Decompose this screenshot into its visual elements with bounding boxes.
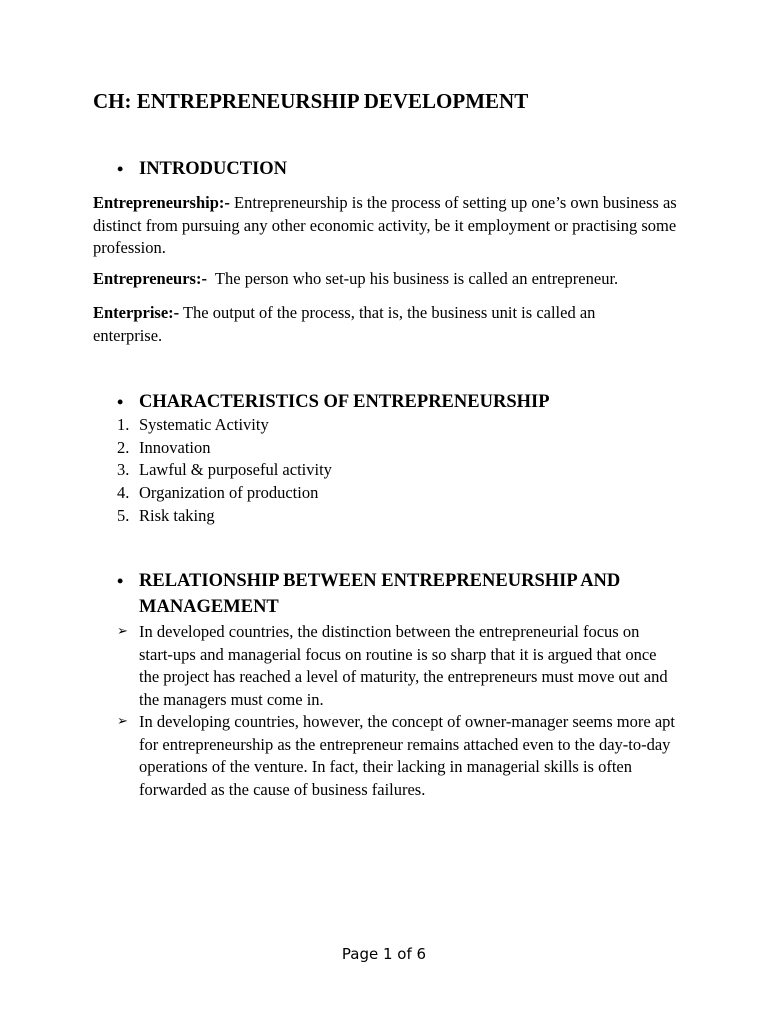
list-item-text: In developed countries, the distinction between the entrepreneurial focus on start-ups and managerial focus on routine is so sharp that it is argued that once the project has reached a level of maturity, the entrepreneurs must move out and the managers must come in. [139,622,668,709]
list-item-text: Innovation [139,437,211,457]
list-item [117,505,332,528]
page-number-footer: Page 1 of 6 [341,945,427,963]
section-heading-text: INTRODUCTION [139,159,288,179]
definition-term: Entrepreneurship:- [93,193,230,212]
section-heading-relationship [117,568,649,620]
list-number: 1. [117,415,130,434]
definition-term: Entrepreneurs:- [93,269,207,288]
list-number: 2. [117,437,130,457]
list-item [117,437,332,460]
list-item [117,459,332,482]
definition-text: Entrepreneurship is the process of setting up one’s own business as distinct from pursuing any other economic activity, be it employment or practising some profession. [93,193,677,257]
list-item-text: Lawful & purposeful activity [139,460,332,480]
arrow-bullet-icon: ➢ [117,624,128,639]
characteristics-list [117,414,332,528]
list-item-text: Organization of production [139,483,319,503]
definition-entrepreneurs [93,268,678,291]
arrow-bullet-icon: ➢ [117,714,128,729]
relationship-points [117,621,677,801]
bullet-icon: • [117,159,124,179]
definition-enterprise [93,302,653,347]
list-item-text: Risk taking [139,505,215,525]
definition-term: Enterprise:- [93,303,180,322]
section-heading-text: CHARACTERISTICS OF ENTREPRENEURSHIP [139,392,550,412]
definition-text: The person who set-up his business is called an entrepreneur. [206,269,619,288]
section-heading-introduction [117,156,649,182]
list-item [117,711,677,801]
bullet-icon: • [117,571,124,591]
definition-text: The output of the process, that is, the business unit is called an enterprise. [93,303,596,345]
list-number: 3. [117,460,130,480]
section-heading-text: RELATIONSHIP BETWEEN ENTREPRENEURSHIP AND MANAGEMENT [139,571,621,617]
list-item [117,414,332,437]
list-item [117,621,677,711]
section-heading-characteristics [117,389,649,415]
list-item-text: Systematic Activity [139,415,269,434]
document-title: CH: ENTREPRENEURSHIP DEVELOPMENT [93,89,529,113]
list-item [117,482,332,505]
definition-entrepreneurship [93,192,678,260]
list-number: 4. [117,483,130,503]
list-number: 5. [117,505,130,525]
list-item-text: In developing countries, however, the concept of owner-manager seems more apt for entrepreneurship as the entrepreneur remains attached even to the day-to-day operations of the venture. In fact, their lacking in managerial skills is often forwarded as the cause of business failures. [139,712,675,799]
bullet-icon: • [117,392,124,412]
